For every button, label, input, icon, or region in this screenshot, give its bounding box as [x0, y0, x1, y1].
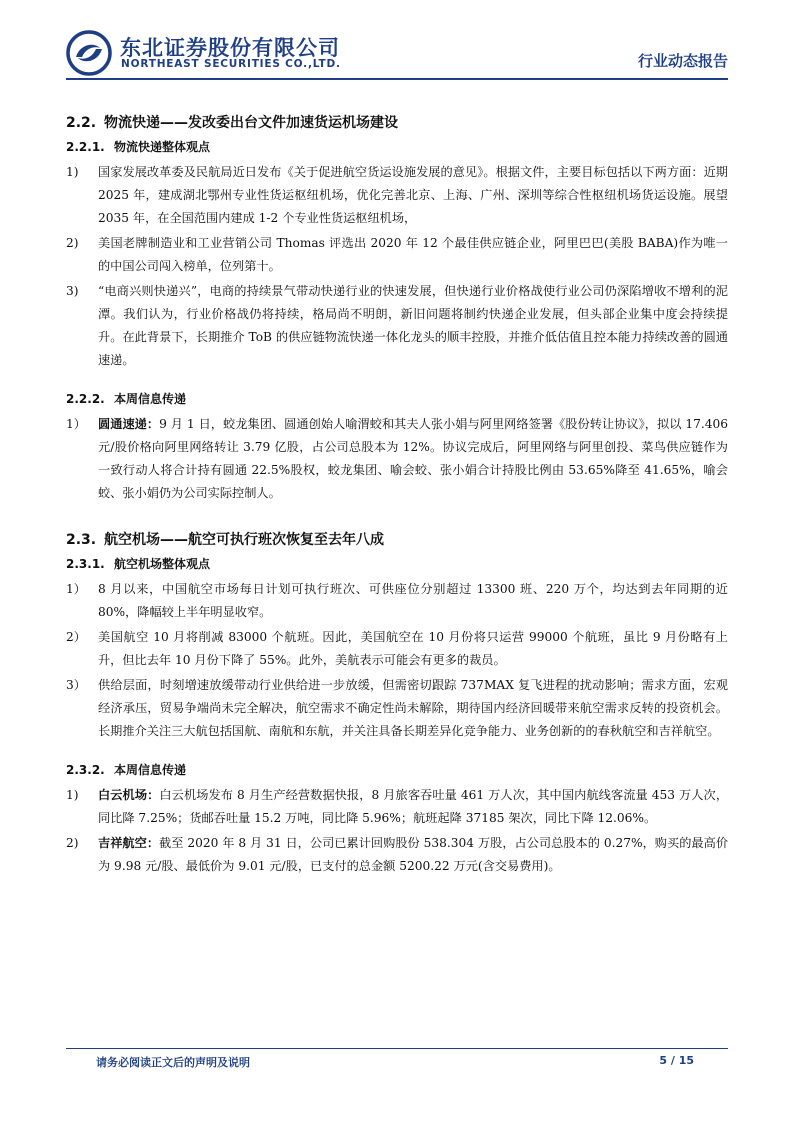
list-text: 9 月 1 日，蛟龙集团、圆通创始人喻渭蛟和其夫人张小娟与阿里网络签署《股份转让协议》，拟以 17.406 元/股价格向阿里网络转让 3.79 亿股，占公司总股本为 12%。协议完成后，阿里网络与阿里创投、菜鸟供应链作为一致行动人将合计持有圆通 22.5%股权，蛟龙集团、喻会蛟、张小娟合计持股比例由 53.65%降至 41.65%，喻会蛟、张小娟仍为公司实际控制人。: [98, 417, 728, 500]
list-item: [66, 280, 728, 372]
subsection-number: 2.3.1.: [66, 557, 105, 571]
swirl-logo-icon: [66, 30, 112, 76]
section-heading-2-2: [66, 112, 728, 132]
section-title: 航空机场——航空可执行班次恢复至去年八成: [104, 532, 384, 548]
subsection-title: 物流快递整体观点: [114, 140, 211, 154]
report-type-label: 行业动态报告: [637, 52, 728, 70]
list-index: 2）: [66, 630, 86, 644]
list-item: [66, 674, 728, 743]
list-index: 2): [66, 236, 79, 250]
list-text: “电商兴则快递兴”，电商的持续景气带动快递行业的快速发展，但快递行业价格战使行业公司仍深陷增收不增利的泥潭。我们认为，行业价格战仍将持续，格局尚不明朗，新旧问题将制约快递企业发展，但头部企业集中度会持续提升。在此背景下，长期推介 ToB 的供应链物流快递一体化龙头的顺丰控股，并推介低估值且控本能力持续改善的圆通速递。: [98, 284, 728, 367]
list-item: [66, 413, 728, 505]
section-title: 物流快递——发改委出台文件加速货运机场建设: [104, 115, 398, 131]
list-item: [66, 232, 728, 278]
subsection-heading-2-2-1: [66, 138, 728, 155]
disclaimer-note: 请务必阅读正文后的声明及说明: [96, 1056, 250, 1069]
list-index: 1): [66, 165, 79, 179]
section-heading-2-3: [66, 529, 728, 549]
company-name-en: NORTHEAST SECURITIES CO.,LTD.: [121, 58, 341, 70]
company-label: 圆通速递：: [98, 417, 160, 431]
subsection-title: 本周信息传递: [114, 763, 187, 777]
subsection-number: 2.3.2.: [66, 763, 105, 777]
list-index: 3）: [66, 678, 86, 692]
report-body: [66, 112, 728, 880]
list-text: 国家发展改革委及民航局近日发布《关于促进航空货运设施发展的意见》。根据文件，主要目标包括以下两方面：近期 2025 年，建成湖北鄂州专业性货运枢纽机场，优化完善北京、上海、广州、深圳等综合性枢纽机场货运设施。展望 2035 年，在全国范围内建成 1-2 个专业性货运枢纽机场，: [98, 165, 728, 225]
company-label: 白云机场：: [98, 788, 160, 802]
subsection-heading-2-3-1: [66, 555, 728, 572]
subsection-title: 本周信息传递: [114, 392, 187, 406]
list-text: 截至 2020 年 8 月 31 日，公司已累计回购股份 538.304 万股，占公司总股本的 0.27%，购买的最高价为 9.98 元/股、最低价为 9.01 元/股，已支付的总金额 5200.22 万元(含交易费用)。: [98, 836, 729, 873]
header-divider: [66, 78, 728, 80]
subsection-number: 2.2.2.: [66, 392, 105, 406]
footer-divider: [66, 1048, 728, 1049]
list-index: 2): [66, 836, 79, 850]
subsection-number: 2.2.1.: [66, 140, 105, 154]
subsection-heading-2-2-2: [66, 390, 728, 407]
list-item: [66, 578, 728, 624]
list-text: 美国航空 10 月将削减 83000 个航班。因此，美国航空在 10 月份将只运营 99000 个航班，虽比 9 月份略有上升，但比去年 10 月份下降了 55%。此外，美航表示可能会有更多的裁员。: [98, 630, 728, 667]
list-item: [66, 626, 728, 672]
subsection-heading-2-3-2: [66, 761, 728, 778]
section-number: 2.3.: [66, 532, 97, 548]
company-label: 吉祥航空：: [98, 836, 160, 850]
list-text: 供给层面，时刻增速放缓带动行业供给进一步放缓，但需密切跟踪 737MAX 复飞进程的扰动影响；需求方面，宏观经济承压，贸易争端尚未完全解决，航空需求不确定性尚未解除，期待国内经济回暖带来航空需求反转的投资机会。长期推介关注三大航包括国航、南航和东航，并关注具备长期差异化竞争能力、业务创新的的春秋航空和吉祥航空。: [98, 678, 728, 738]
list-index: 3): [66, 284, 79, 298]
list-text: 美国老牌制造业和工业营销公司 Thomas 评选出 2020 年 12 个最佳供应链企业，阿里巴巴(美股 BABA)作为唯一的中国公司闯入榜单，位列第十。: [98, 236, 728, 273]
list-item: [66, 161, 728, 230]
company-name-cn: 东北证券股份有限公司: [120, 36, 340, 60]
page-number: 5 / 15: [659, 1054, 694, 1067]
list-index: 1): [66, 788, 79, 802]
list-item: [66, 784, 728, 830]
list-index: 1）: [66, 417, 86, 431]
list-item: [66, 832, 728, 878]
section-number: 2.2.: [66, 115, 97, 131]
list-text: 白云机场发布 8 月生产经营数据快报，8 月旅客吞吐量 461 万人次，其中国内航线客流量 453 万人次，同比降 7.25%；货邮吞吐量 15.2 万吨，同比降 5.96%；航班起降 37185 架次，同比下降 12.06%。: [98, 788, 729, 825]
subsection-title: 航空机场整体观点: [114, 557, 211, 571]
list-text: 8 月以来，中国航空市场每日计划可执行班次、可供座位分别超过 13300 班、220 万个，均达到去年同期的近 80%，降幅较上半年明显收窄。: [98, 582, 728, 619]
list-index: 1）: [66, 582, 86, 596]
page-header: [66, 26, 728, 78]
